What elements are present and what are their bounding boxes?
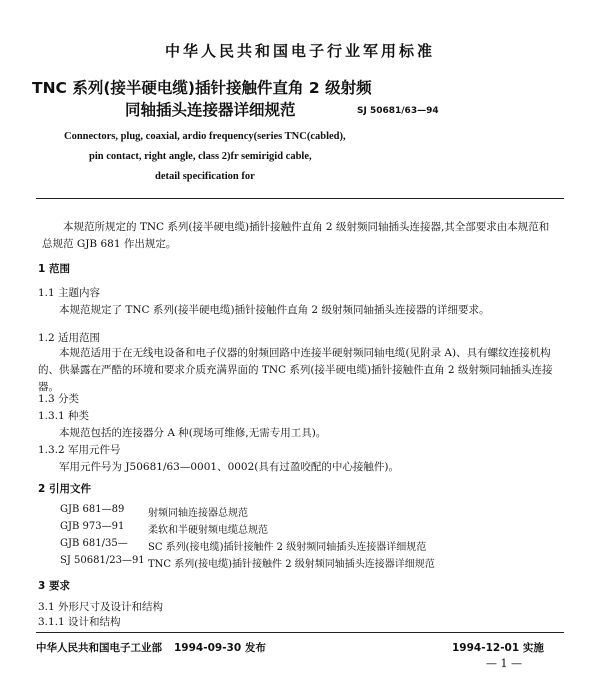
reference-code: GJB 973—91 (60, 521, 125, 532)
reference-title: TNC 系列(接电缆)插针接触件 2 级射频同轴插头连接器详细规范 (148, 559, 435, 570)
issuing-authority: 中华人民共和国电子工业部 (36, 642, 162, 654)
section-1-3-heading: 1.3 分类 (38, 393, 80, 405)
section-3-1-1-heading: 3.1.1 设计和结构 (38, 616, 121, 628)
title-divider (36, 198, 564, 199)
english-title-line2: pin contact, right angle, class 2)fr semirigid cable, (89, 151, 312, 162)
section-3-heading: 3 要求 (38, 580, 70, 592)
standard-number: SJ 50681/63—94 (357, 106, 439, 116)
reference-title: SC 系列(接电缆)插针接触件 2 级射频同轴插头连接器详细规范 (148, 542, 427, 553)
reference-code: GJB 681—89 (60, 504, 125, 515)
section-1-2-heading: 1.2 适用范围 (38, 332, 101, 344)
reference-code: GJB 681/35— (60, 538, 128, 549)
section-1-3-2-heading: 1.3.2 军用元件号 (38, 444, 121, 456)
intro-paragraph: 本规范所规定的 TNC 系列(接半硬电缆)插针接触件直角 2 级射频同轴插头连接器,其全部要求由本规范和总规范 GJB 681 作出规定。 (42, 221, 550, 250)
section-1-2-text: 本规范适用于在无线电设备和电子仪器的射频回路中连接半硬射频同轴电缆(见附录 A)、具有螺纹连接机构的、供暴露在严酷的环境和要求介质充满界面的 TNC 系列(接半硬电缆)插针接触件直角 2 级射频同轴插头连接器。 (38, 347, 553, 393)
section-1-3-1-heading: 1.3.1 种类 (38, 410, 90, 422)
document-title-line1: TNC 系列(接半硬电缆)插针接触件直角 2 级射频 (32, 79, 372, 97)
effective-date: 1994-12-01 实施 (452, 642, 544, 654)
footer-divider (36, 632, 564, 633)
page-number: — 1 — (486, 657, 522, 670)
issue-date: 1994-09-30 发布 (174, 642, 266, 654)
document-title-line2: 同轴插头连接器详细规范 (125, 101, 296, 119)
section-3-1-heading: 3.1 外形尺寸及设计和结构 (38, 601, 164, 613)
english-title-line3: detail specification for (155, 171, 255, 182)
standard-header: 中华人民共和国电子行业军用标准 (164, 42, 435, 60)
english-title-line1: Connectors, plug, coaxial, ardio frequency(series TNC(cabled), (64, 131, 346, 142)
section-1-heading: 1 范围 (38, 263, 70, 275)
section-1-1-text: 本规范规定了 TNC 系列(接半硬电缆)插针接触件直角 2 级射频同轴插头连接器的详细要求。 (59, 304, 490, 316)
section-1-3-2-text: 军用元件号为 J50681/63—0001、0002(具有过盈咬配的中心接触件)。 (59, 461, 399, 473)
section-1-1-heading: 1.1 主题内容 (38, 287, 101, 299)
section-2-heading: 2 引用文件 (38, 483, 91, 495)
section-1-3-1-text: 本规范包括的连接器分 A 种(现场可维修,无需专用工具)。 (59, 427, 327, 439)
reference-title: 柔软和半硬射频电缆总规范 (148, 525, 268, 536)
reference-code: SJ 50681/23—91 (60, 555, 145, 566)
reference-title: 射频同轴连接器总规范 (148, 508, 248, 519)
